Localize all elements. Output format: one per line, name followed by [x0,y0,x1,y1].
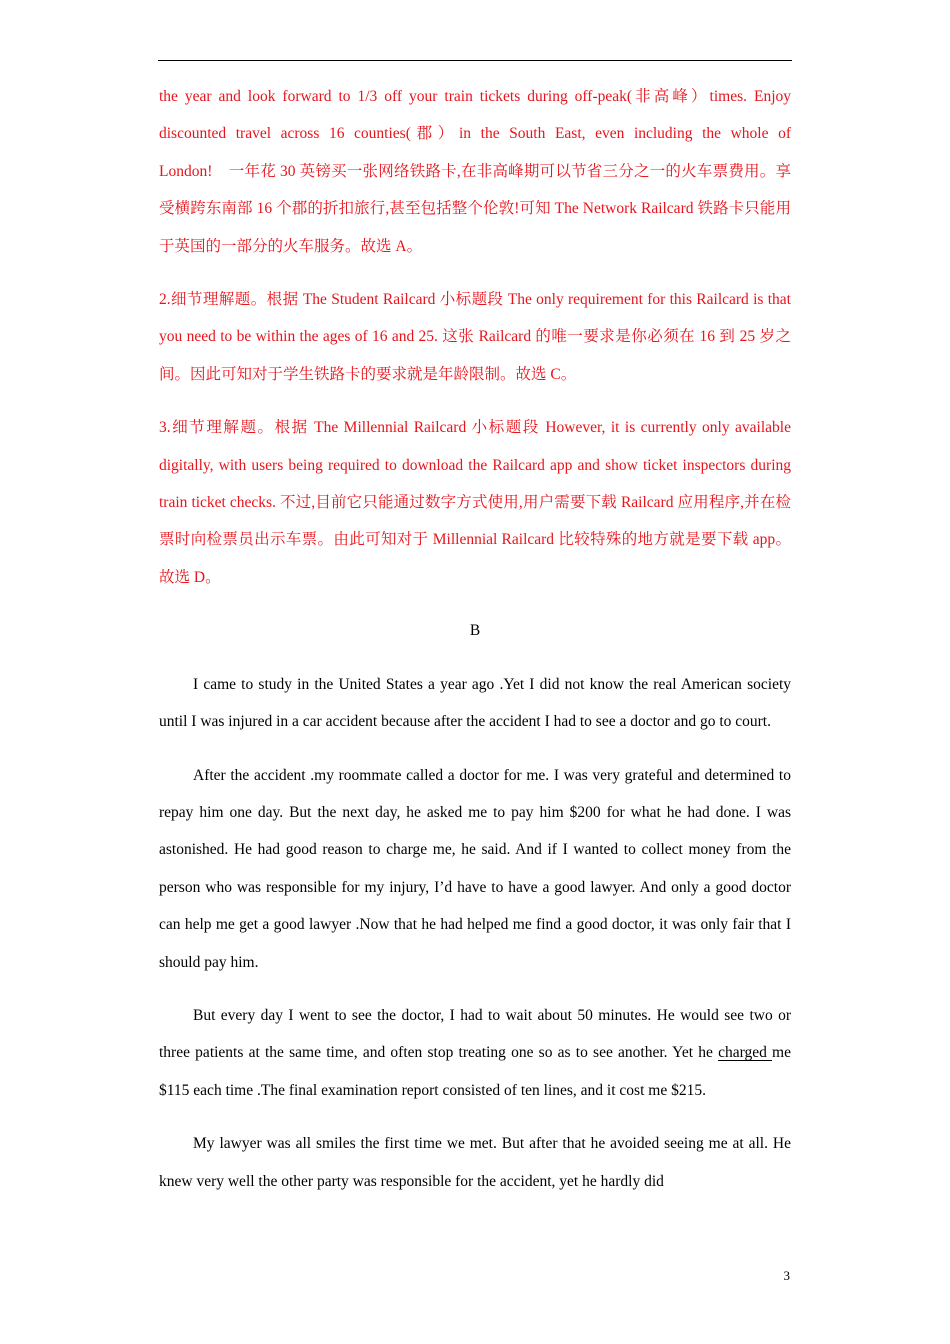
section-label: B [469,622,481,640]
passage-paragraph-3 [159,997,791,1109]
passage-paragraph-1: I came to study in the United States a year ago .Yet I did not know the real American society until I was injured in a car accident because after the accident I had to see a doctor and go to court. [159,675,791,731]
answer-explanation-2: 2.细节理解题。根据 The Student Railcard 小标题段 The only requirement for this Railcard is that you need to be within the ages of 16 and 25. 这张 Railcard 的唯一要求是你必须在 16 到 25 岁之间。因此可知对于学生铁路卡的要求就是年龄限制。故选 C。 [159,291,791,383]
passage-paragraph-3-start: But every day I went to see the doctor, I had to wait about 50 minutes. He would see two or three patients at the same time, and often stop treating one so as to see another. Yet he [159,1006,791,1062]
passage-paragraph-4: My lawyer was all smiles the first time we met. But after that he avoided seeing me at all. He knew very well the other party was responsible for the accident, yet he hardly did [159,1135,791,1190]
answer-explanation-3: 3.细节理解题。根据 The Millennial Railcard 小标题段 However, it is currently only available digitally, with users being required to download the Railcard app and show ticket inspectors during train ticket checks. 不过,目前它只能通过数字方式使用,用户需要下载 Railcard 应用程序,并在检票时向检票员出示车票。由此可知对于 Millennial Railcard 比较特殊的地方就是要下载 app。故选 D。 [159,419,791,586]
passage-paragraph-2: After the accident .my roommate called a doctor for me. I was very grateful and determined to repay him one day. But the next day, he asked me to pay him $200 for what he had done. I was astonished. He had good reason to charge me, he said. And if I wanted to collect money from the person who was responsible for my injury, I’d have to have a good lawyer. And only a good doctor can help me get a good lawyer .Now that he had helped me find a good doctor, it was only fair that I should pay him. [159,766,791,971]
page-number: 3 [783,1268,790,1283]
answer-explanation-1: the year and look forward to 1/3 off your train tickets during off-peak(非高峰）times. Enjoy discounted travel across 16 counties(郡）in the South East, even including the whole of London! 一年花 30 英镑买一张网络铁路卡,在非高峰期可以节省三分之一的火车票费用。享受横跨东南部 16 个郡的折扣旅行,甚至包括整个伦敦!可知 The Network Railcard 铁路卡只能用于英国的一部分的火车服务。故选 A。 [159,88,791,255]
page-content [159,78,791,1216]
passage-paragraph-3-end: me $115 each time .The final examination report consisted of ten lines, and it cost me $215. [159,1044,791,1099]
header-rule [158,60,792,61]
underlined-word-charged: charged [718,1044,773,1062]
